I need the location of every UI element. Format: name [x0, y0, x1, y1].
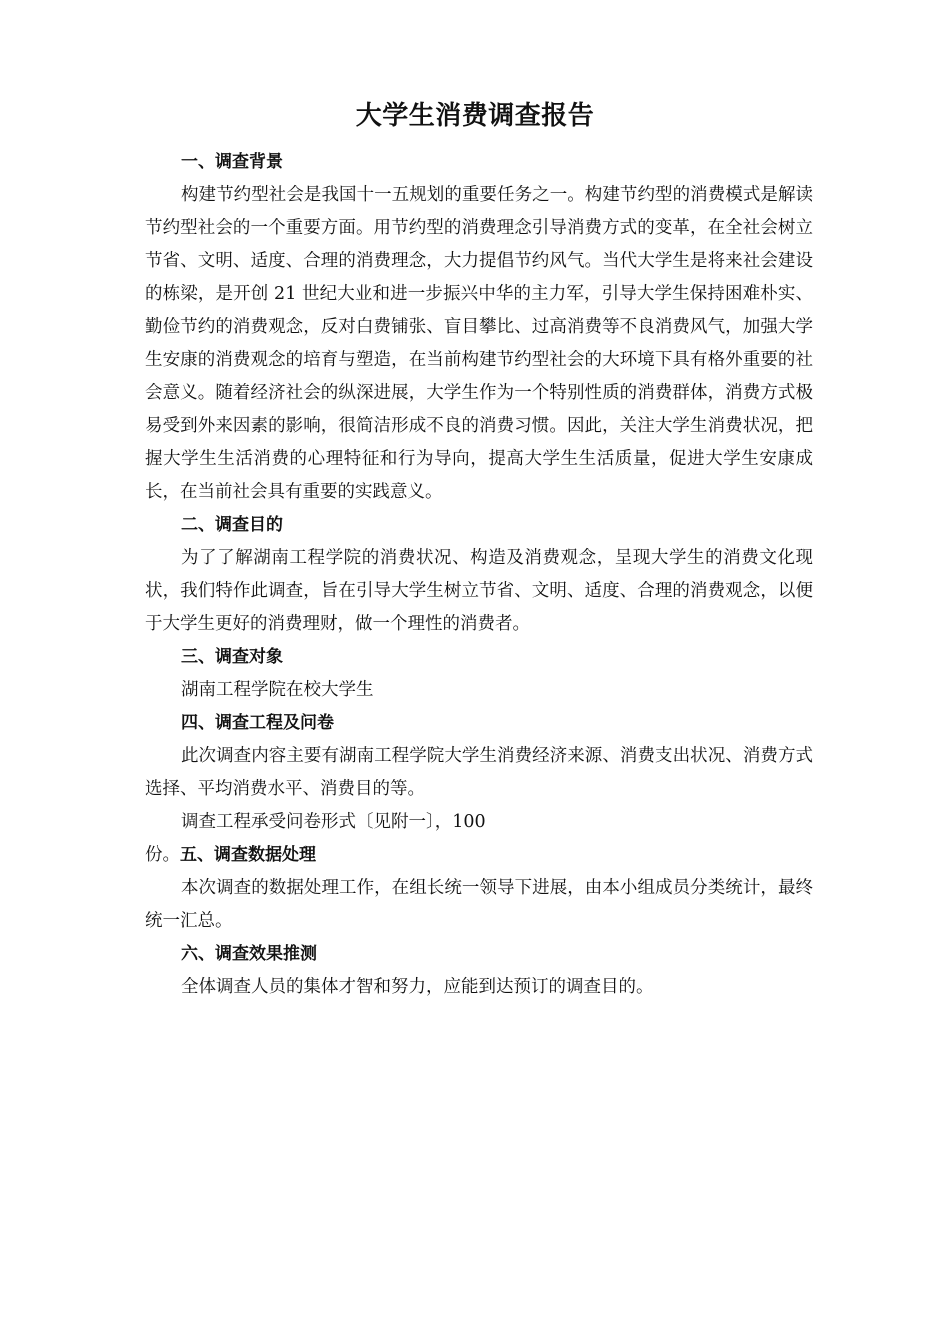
section-body-expected-results: 全体调查人员的集体才智和努力，应能到达预订的调查目的。: [181, 977, 654, 997]
section-heading-data-processing: 五、调查数据处理: [180, 845, 316, 865]
section-mixed-line: [145, 839, 813, 872]
section-heading-purpose: 二、调查目的: [181, 515, 283, 535]
section-heading-items-questionnaire: 四、调查工程及问卷: [181, 713, 334, 733]
section-body-items-questionnaire: 此次调查内容主要有湖南工程学院大学生消费经济来源、消费支出状况、消费方式选择、平均消费水平、消费目的等。: [145, 746, 813, 799]
questionnaire-count-tail: 份。: [145, 845, 180, 865]
section-heading-background: 一、调查背景: [181, 152, 283, 172]
section-body-background: 构建节约型社会是我国十一五规划的重要任务之一。构建节约型的消费模式是解读节约型社会的一个重要方面。用节约型的消费理念引导消费方式的变革，在全社会树立节省、文明、适度、合理的消费理念，大力提倡节约风气。当代大学生是将来社会建设的栋梁，是开创 21 世纪大业和进一步振兴中华的主力军，引导大学生保持困难朴实、勤俭节约的消费观念，反对白费铺张、盲目攀比、过高消费等不良消费风气，加强大学生安康的消费观念的培育与塑造，在当前构建节约型社会的大环境下具有格外重要的社会意义。随着经济社会的纵深进展，大学生作为一个特别性质的消费群体，消费方式极易受到外来因素的影响，很简洁形成不良的消费习惯。因此，关注大学生消费状况，把握大学生生活消费的心理特征和行为导向，提高大学生生活质量，促进大学生安康成长，在当前社会具有重要的实践意义。: [145, 185, 813, 502]
section-body-questionnaire-form: 调查工程承受问卷形式〔见附一〕，100: [181, 812, 486, 832]
section-body-subjects: 湖南工程学院在校大学生: [181, 680, 374, 700]
section-body-data-processing: 本次调查的数据处理工作，在组长统一领导下进展，由本小组成员分类统计，最终统一汇总。: [145, 878, 813, 931]
document-body: [145, 146, 813, 1004]
section-heading-subjects: 三、调查对象: [181, 647, 283, 667]
section-heading-expected-results: 六、调查效果推测: [181, 944, 317, 964]
document-title: 大学生消费调查报告: [355, 101, 595, 131]
section-body-purpose: 为了了解湖南工程学院的消费状况、构造及消费观念，呈现大学生的消费文化现状，我们特作此调查，旨在引导大学生树立节省、文明、适度、合理的消费观念，以便于大学生更好的消费理财，做一个理性的消费者。: [145, 548, 813, 634]
